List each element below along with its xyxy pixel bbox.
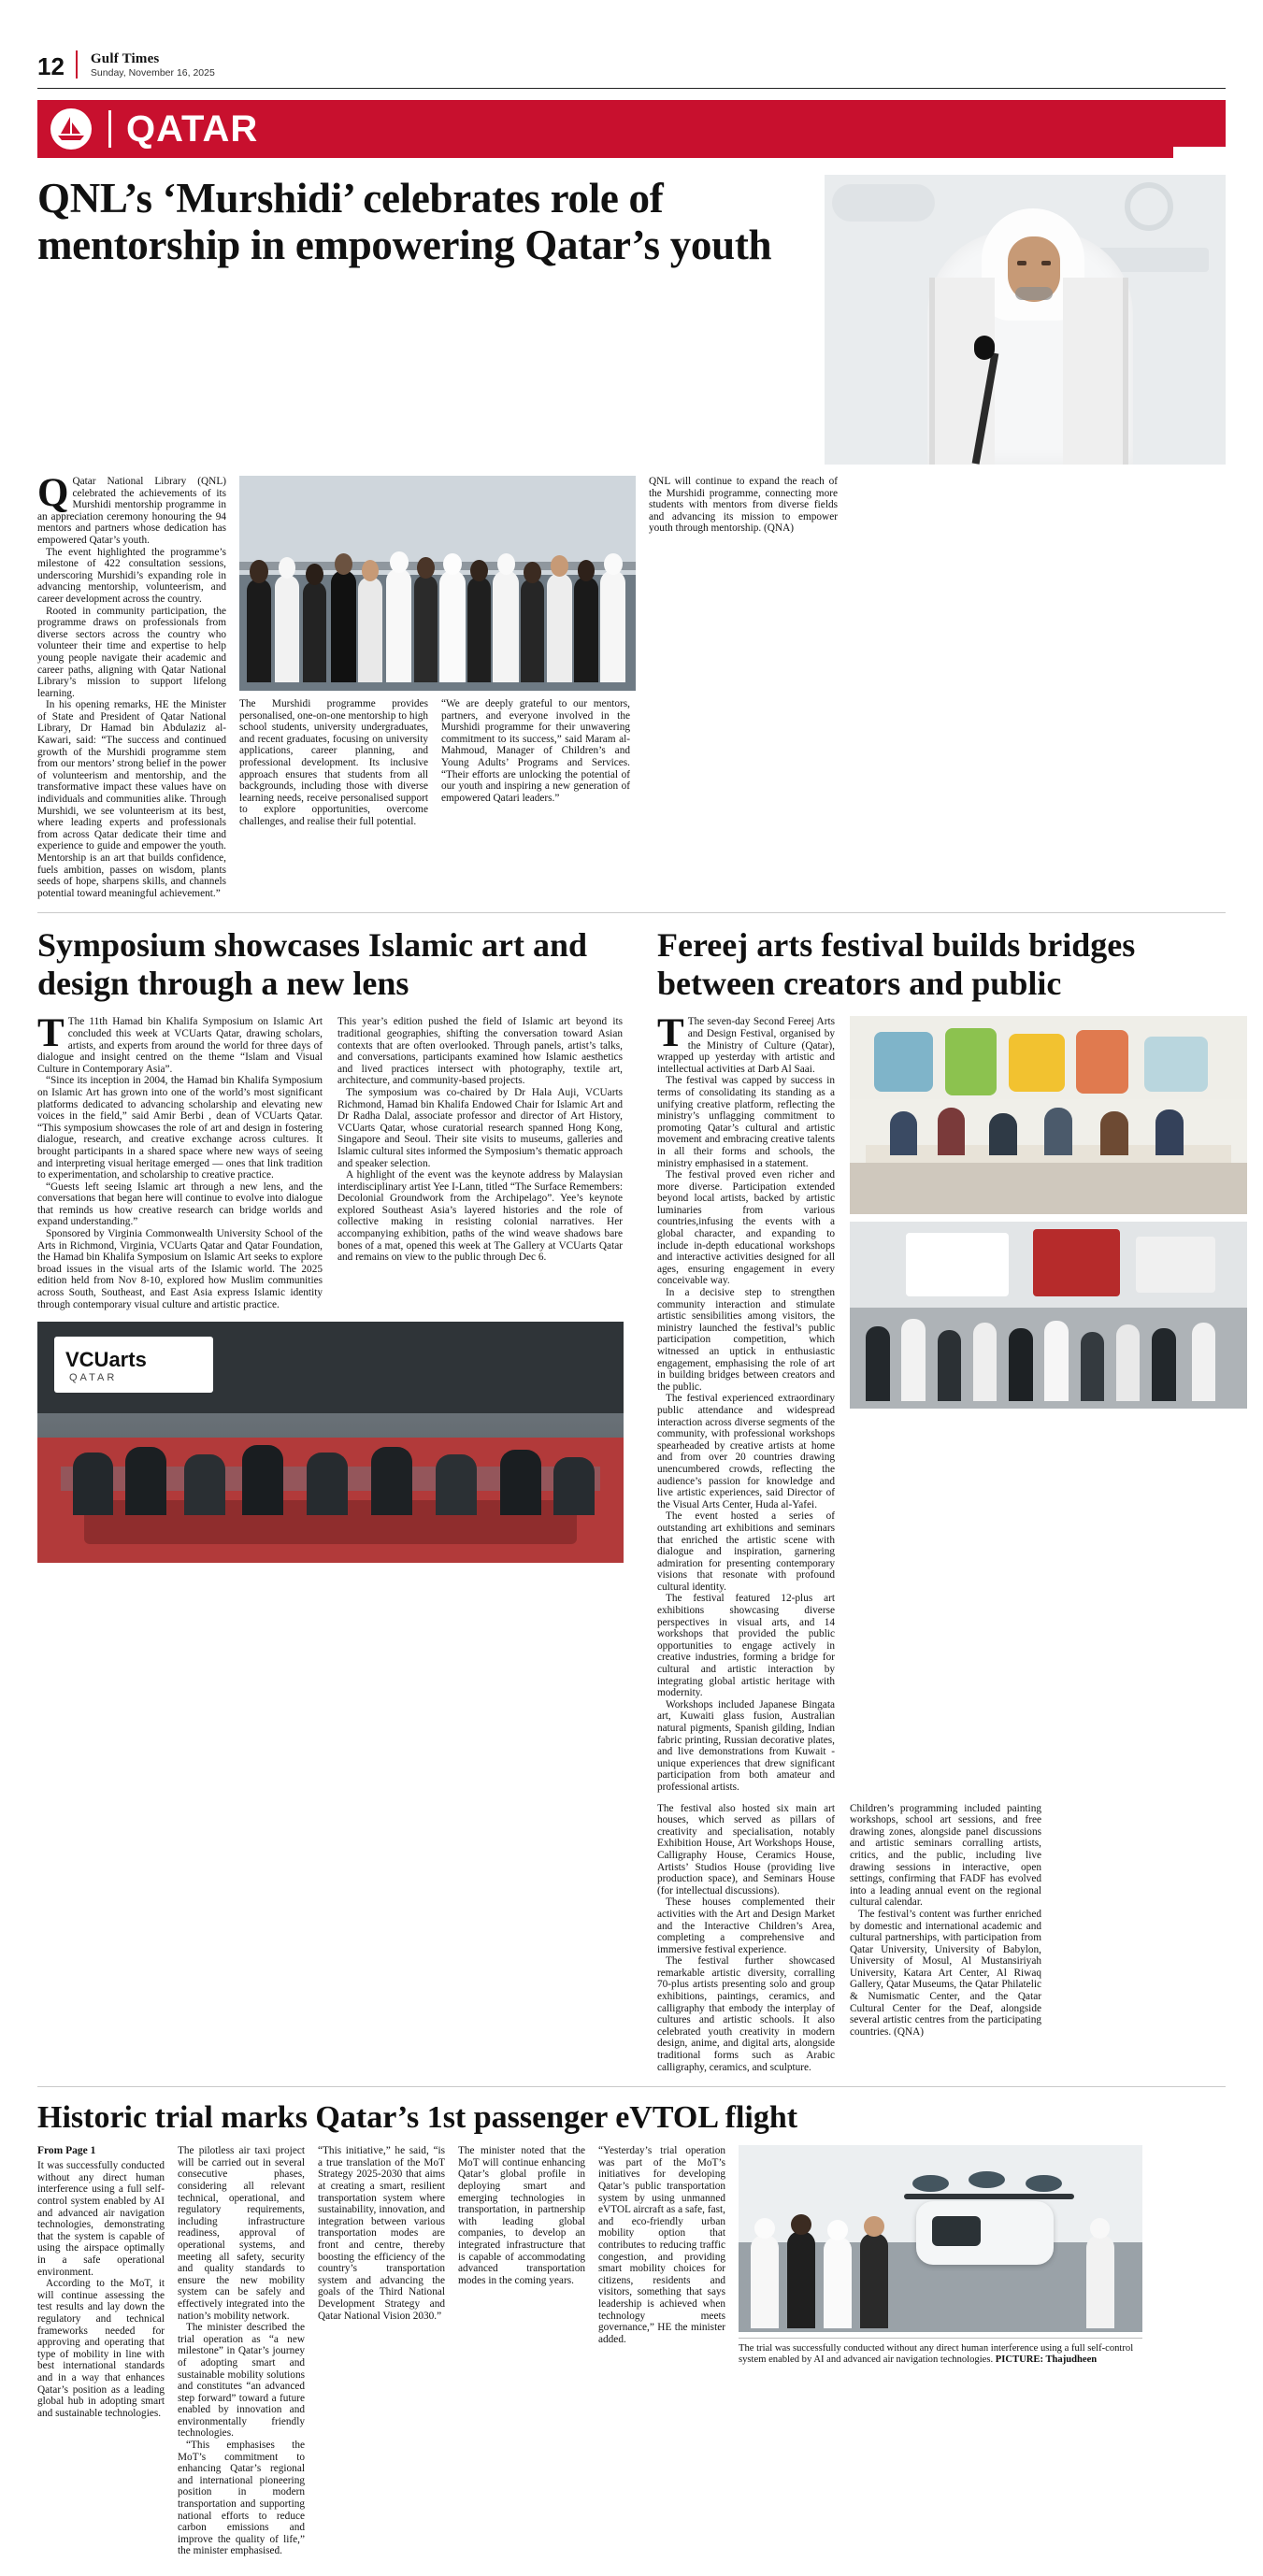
paragraph [37, 471, 226, 547]
paragraph: Children’s programming included painting workshops, school art sessions, and free drawing zones, alongside panel discussions and artistic seminars corralling artists, critics, and the public, including live drawing sessions in interactive, open settings, confirming that FADF has evolved into a leading annual event on the regional cultural calendar. [850, 1802, 1041, 1909]
paragraph-text: Qatar National Library (QNL) celebrated the achievements of its Murshidi mentorship programme in an appreciation ceremony honouring the 94 mentors and partners whose dedication has empowered Qatar’s youth. [37, 476, 226, 546]
paragraph: The event hosted a series of outstanding art exhibitions and seminars that enriched the artistic scene with dialogue and inspiration, garnering admiration for presenting contemporary visions that resonate with profound cultural identity. [657, 1510, 835, 1593]
photo-caption [739, 2343, 1142, 2366]
story-fereej-arts-festival [657, 926, 1247, 2073]
group-photo-qnl-ceremony [239, 476, 636, 691]
paragraph: QNL will continue to expand the reach of the Murshidi programme, connecting more students with mentors from diverse fields and advancing its mission to empower youth through mentorship. (QNA) [649, 476, 838, 535]
paragraph: T The 11th Hamad bin Khalifa Symposium on Islamic Art concluded this week at VCUarts Qatar, drawing scholars, artists, and experts from around the world for three days of dialogue and insight centred on the theme “Islam and Visual Culture in Contemporary Asia”. [37, 1011, 323, 1075]
paragraph: The festival’s content was further enriched by domestic and international academic and cultural partnerships, with participation from Qatar University, University of Babylon, University of Mosul, Al Mustansiriyah University, Katara Art Center, Al Riwaq Gallery, Qatar Museums, the Qatar Philatelic & Numismatic Center, and the Qatar Cultural Center for the Deaf, alongside several artistic centres from the participating countries. (QNA) [850, 1908, 1041, 2038]
story4-col-4 [458, 2145, 585, 2557]
speaker-at-podium-photo [825, 175, 1226, 465]
paragraph: In his opening remarks, HE the Minister of State and President of Qatar National Library, Dr Hamad bin Abdulaziz al-Kawari, said: “The success and continued growth of the Murshidi programme stem from our mentors’ strong belief in the power of volunteerism and mentorship, and the transformative impact these values have on individuals and communities alike. Through Murshidi, we see volunteerism at its best, where leading experts and professionals from across Qatar dedicate their time and experience to guide and empower the youth. Mentorship is an art that builds confidence, fuels ambition, passes on wisdom, plants seeds of hope, sharpens skills, and channels potential toward meaningful achievement.” [37, 699, 226, 899]
paragraph: “This emphasises the MoT’s commitment to enhancing Qatar’s regional and international pioneering position in modern transportation and supporting national efforts to reduce carbon emissions and improve the quality of life,” the minister emphasised. [178, 2440, 305, 2557]
paragraph: The festival was capped by success in terms of consolidating its standing as a unifying creative platform, reflecting the ministry’s unflagging commitment to promoting Qatar’s cultural and artistic movement and embracing creative talents in all their forms and schools, the ministry emphasised in a statement. [657, 1075, 835, 1169]
paragraph: The Murshidi programme provides personalised, one-on-one mentorship to high school students, university undergraduates, and recent graduates, focusing on university applications, career planning, and professional development. Its inclusive approach ensures that students from all backgrounds, including those with diverse learning needs, receive personalised support to explore opportunities, overcome challenges, and realise their full potential. [239, 698, 428, 827]
paragraph: The event highlighted the programme’s milestone of 422 consultation sessions, underscoring Murshidi’s expanding role in advancing mentorship, volunteerism, and career development across the country. [37, 546, 226, 605]
paragraph: T The seven-day Second Fereej Arts and Design Festival, organised by the Ministry of Culture (Qatar), wrapped up yesterday with artistic and intellectual activities at Darb Al Saai. [657, 1011, 835, 1075]
page-title: QNL’s ‘Murshidi’ celebrates role of mentorship in empowering Qatar’s youth [37, 175, 772, 268]
paragraph: The festival further showcased remarkable artistic diversity, corralling 70-plus artists presenting solo and group exhibitions, paintings, ceramics, and calligraphy that embody the interplay of cultures and artistic schools. It also celebrated youth creativity in modern design, anime, and digital arts, alongside traditional forms such as Arabic calligraphy, ceramics, and sculpture. [657, 1955, 835, 2073]
paragraph: The festival featured 12-plus art exhibitions showcasing diverse perspectives in visual arts, and 14 workshops that provided the public opportunities to engage actively in creative industries, forming a bridge for cultural and artistic interaction by integrating global artistic heritage with modernity. [657, 1593, 835, 1699]
story-qnl-murshidi [37, 175, 1226, 899]
story4-headline: Historic trial marks Qatar’s 1st passenger eVTOL flight [37, 2100, 798, 2136]
section-rule-2 [37, 2086, 1226, 2087]
caption-text: The trial was successfully conducted without any direct human interference using a full self-control system enabled by AI and advanced air navigation technologies. [739, 2343, 1134, 2366]
paragraph: A highlight of the event was the keynote address by Malaysian interdisciplinary artist Yee I-Lann, titled “The Surface Remembers: Decolonial Groundwork from the Archipelago”. Yee’s keynote explored Southeast Asia’s layered histories and the role of collective making in resisting colonial narratives. Her accompanying exhibition, paths of the wind weave shadows bare bones of a mat, opened this week at The Gallery at VCUarts Qatar and remains on view to the public through Dec 6. [337, 1169, 623, 1264]
page-number: 12 [37, 52, 65, 80]
section-banner [37, 100, 1226, 158]
section-title: QATAR [126, 108, 259, 150]
paragraph: “Guests left seeing Islamic art through a new lens, and the conversations that began here will continue to evolve into dialogue that reminds us how creative research can bridge worlds and expand understanding.” [37, 1181, 323, 1228]
caption-credit: PICTURE: Thajudheen [995, 2354, 1098, 2366]
paragraph: The festival experienced extraordinary public attendance and widespread interaction across diverse segments of the community, with professional workshops spearheaded by creative artists at home and from over 20 countries drawing unencumbered crowds, reflecting the audience’s passion for knowledge and live artistic experiences, said Director of the Visual Arts Center, Huda al-Yafei. [657, 1393, 835, 1510]
banner-divider [108, 110, 111, 148]
paragraph: This year’s edition pushed the field of Islamic art beyond its traditional geographies, shifting the conversation toward Asian contexts that are often overlooked. Through panels, artist’s talks, and conversations, participants examined how Islamic aesthetics and lived practices intersect with photography, textile art, architecture, and community-based projects. [337, 1016, 623, 1087]
paragraph: The minister noted that the MoT will continue enhancing Qatar’s global profile in deploying smart and emerging technologies in transportation, in partnership with leading global companies, to develop an integrated infrastructure that is capable of accommodating advanced transportation modes in the coming years. [458, 2145, 585, 2286]
paragraph: Rooted in community participation, the programme draws on professionals from diverse sectors across the country who volunteer their time and expertise to help young people navigate their academic and career paths, aligning with Qatar National Library’s mission to support lifelong learning. [37, 605, 226, 699]
paragraph: “This initiative,” he said, “is a true translation of the MoT Strategy 2025-2030 that aims at creating a smart, resilient transportation system where sustainability, innovation, and integration between various transportation modes are front and centre, thereby boosting the efficiency of the country’s transportation system and advancing the goals of the Third National Development Strategy and Qatar National Vision 2030.” [318, 2145, 445, 2322]
story1-col-4 [649, 476, 838, 899]
story-evtol-flight [37, 2100, 1226, 2557]
drop-cap: Q [37, 471, 69, 515]
story4-col-5 [598, 2145, 725, 2557]
story1-col-1 [37, 471, 226, 899]
middle-band [37, 926, 1226, 2073]
caption-rule [739, 2338, 1142, 2339]
paragraph: The festival proved even richer and more diverse. Participation extended beyond local artists, backed by artistic luminaries from various countries,infusing the events with a global character, and expanding to include in-depth educational workshops and interactive activities designed for all ages, ensuring engagement in every conceivable way. [657, 1169, 835, 1287]
issue-date: Sunday, November 16, 2025 [90, 66, 215, 79]
story4-col-2 [178, 2145, 305, 2557]
paragraph: It was successfully conducted without any direct human interference using a full self-control system enabled by AI and advanced air navigation technologies, demonstrating that the system is capable of using the airspace optimally in a safe operational environment. [37, 2160, 165, 2278]
drop-cap: T [657, 1011, 684, 1056]
paragraph: Sponsored by Virginia Commonwealth University School of the Arts in Richmond, Virginia, VCUarts Qatar and Qatar Foundation, the Hamad bin Khalifa Symposium on Islamic Art seeks to explore broad issues in the visual arts of the Islamic world. The 2025 edition held from Nov 8-10, explored how Muslim communities across South, Southeast, and East Asia express Islamic identity through contemporary visual culture and artistic practice. [37, 1228, 323, 1310]
paragraph: “Yesterday’s trial operation was part of the MoT’s initiatives for developing Qatar’s public transportation system by using unmanned eVTOL aircraft as a safe, fast, and eco-friendly urban mobility option that contributes to reducing traffic congestion, and providing smart mobility choices for citizens, residents and visitors, something that says leadership is achieved when technology meets governance,” HE the minister added. [598, 2145, 725, 2345]
masthead [37, 0, 1226, 84]
drop-cap: T [37, 1011, 65, 1056]
story4-photo-block [739, 2145, 1142, 2557]
masthead-divider [76, 50, 78, 79]
story2-headline: Symposium showcases Islamic art and design through a new lens [37, 926, 588, 1003]
children-workshop-colourful-room-photo [850, 1016, 1247, 1214]
story1-photo-and-text [239, 476, 636, 899]
story4-col-1 [37, 2145, 165, 2557]
paragraph: The minister described the trial operation as “a new milestone” in Qatar’s journey of adopting smart and sustainable mobility solutions and constitutes “an advanced step forward” toward a future enabled by innovation and environmentally friendly technologies. [178, 2322, 305, 2440]
story3-headline: Fereej arts festival builds bridges between creators and public [657, 926, 1136, 1003]
paragraph: These houses complemented their activities with the Art and Design Market and the Interactive Children’s Area, completing a comprehensive and immersive festival experience. [657, 1896, 835, 1955]
paragraph: The pilotless air taxi project will be carried out in several consecutive phases, considering all relevant technical, operational, and regulatory requirements, including infrastructure readiness, approval of operational systems, and meeting all safety, security and quality standards to ensure the new mobility system can be safely and effectively integrated into the nation’s mobility network. [178, 2145, 305, 2322]
paragraph: Workshops included Japanese Bingata art, Kuwaiti glass fusion, Australian natural pigments, Spanish gilding, Indian fabric printing, Russian decorative plates, and live demonstrations from Kuwait - unique experiences that drew significant participation from both amateur and professional artists. [657, 1698, 835, 1793]
paragraph: According to the MoT, it will continue assessing the test results and lay down the regulatory and technical frameworks needed for approving and operating that type of mobility in line with best international standards and in a way that enhances Qatar’s position as a leading global hub in adopting smart and sustainable technologies. [37, 2278, 165, 2419]
festival-crowd-exhibition-hall-photo [850, 1222, 1247, 1409]
story-islamic-art-symposium [37, 926, 624, 2073]
paragraph: In a decisive step to strengthen community interaction and stimulate artistic sensibilities among visitors, the ministry launched the festival’s public participation competition, which witnessed an uptick in enthusiastic engagement, emphasising the role of art in building bridges between creators and the public. [657, 1287, 835, 1393]
section-rule [37, 912, 1226, 913]
paper-name: Gulf Times [90, 50, 160, 66]
from-page-kicker: From Page 1 [37, 2145, 96, 2157]
banner-notch [1173, 147, 1226, 158]
story4-col-3 [318, 2145, 445, 2557]
evtol-aircraft-display-officials-photo [739, 2145, 1142, 2332]
symposium-hall-vcuarts-qatar-photo: VCUarts QATAR [37, 1322, 624, 1563]
masthead-hr [37, 88, 1226, 89]
paragraph: The symposium was co-chaired by Dr Hala Auji, VCUarts Richmond, Hamad bin Khalifa Endowed Chair for Islamic Art and Dr Radha Dalal, associate professor and director of Art History, VCUarts Qatar, whose curatorial research spanned Hong Kong, Singapore and Seoul. Their site visits to museums, galleries and Islamic cultural sites informed the Symposium’s thematic approach and speaker selection. [337, 1086, 623, 1169]
paragraph: “We are deeply grateful to our mentors, partners, and everyone involved in the Murshidi programme for their unwavering commitment to its success,” said Maram al-Mahmoud, Manager of Children’s and Young Adults’ Programs and Services. “Their efforts are unlocking the potential of our youth and inspiring a new generation of empowered Qatari leaders.” [441, 698, 630, 804]
paragraph: The festival also hosted six main art houses, which served as pillars of creativity and specialisation, notably Exhibition House, Art Workshops House, Calligraphy House, Ceramics House, Artists’ Studios House (providing live production space), and Seminars House (for intellectual discussions). [657, 1802, 835, 1896]
sailboat-logo-icon [50, 108, 92, 150]
paragraph: “Since its inception in 2004, the Hamad bin Khalifa Symposium on Islamic Art has grown into one of the world’s most significant platforms dedicated to advancing scholarship and elevating new voices in the field,” said Amir Berbi , dean of VCUarts Qatar. “This symposium showcases the role of art and design in fostering dialogue, research, and creative exchange across cultures. It brought participants in a shared space where new ways of seeing and interpreting visual heritage emerged — ones that link tradition to experimentation, and scholarship to creative practice. [37, 1075, 323, 1181]
